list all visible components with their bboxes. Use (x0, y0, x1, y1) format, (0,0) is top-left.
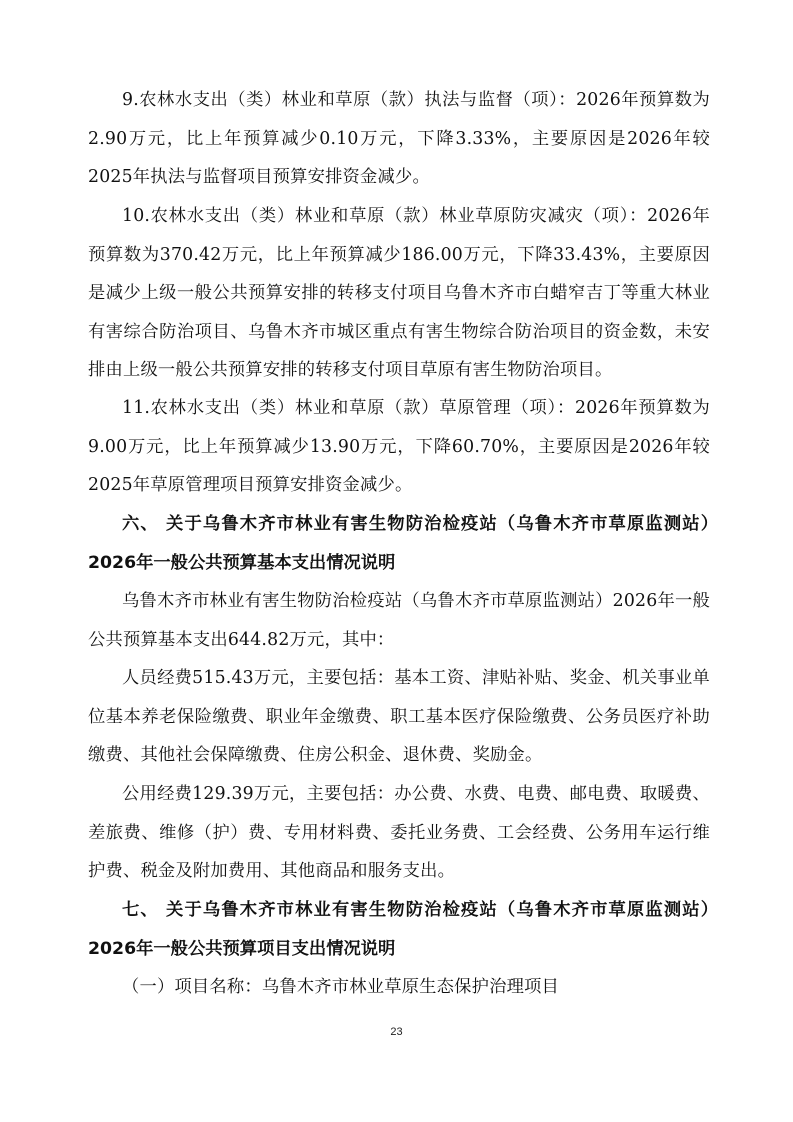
project-name-line: （一）项目名称：乌鲁木齐市林业草原生态保护治理项目 (122, 977, 560, 997)
section-heading-7: 七、 关于乌鲁木齐市林业有害生物防治检疫站（乌鲁木齐市草原监测站）2026年一般公共预算项目支出情况说明 (88, 900, 718, 959)
paragraph-item-11: 11.农林水支出（类）林业和草原（款）草原管理（项）：2026年预算数为9.00万元，比上年预算减少13.90万元，下降60.70%，主要原因是2026年较2025年草原管理项目预算安排资金减少。 (88, 398, 710, 496)
paragraph-item-9: 9.农林水支出（类）林业和草原（款）执法与监督（项）：2026年预算数为2.90万元，比上年预算减少0.10万元，下降3.33%，主要原因是2026年较2025年执法与监督项目预算安排资金减少。 (88, 90, 710, 188)
page-number: 23 (390, 1026, 403, 1038)
personnel-expenses-paragraph: 人员经费515.43万元，主要包括：基本工资、津贴补贴、奖金、机关事业单位基本养老保险缴费、职业年金缴费、职工基本医疗保险缴费、公务员医疗补助缴费、其他社会保障缴费、住房公积金、退休费、奖励金。 (88, 668, 710, 766)
paragraph-item-10: 10.农林水支出（类）林业和草原（款）林业草原防灾减灾（项）：2026年预算数为370.42万元，比上年预算减少186.00万元，下降33.43%，主要原因是减少上级一般公共预算安排的转移支付项目乌鲁木齐市白蜡窄吉丁等重大林业有害综合防治项目、乌鲁木齐市城区重点有害生物综合防治项目的资金数，未安排由上级一般公共预算安排的转移支付项目草原有害生物防治项目。 (88, 206, 710, 381)
basic-expenditure-intro: 乌鲁木齐市林业有害生物防治检疫站（乌鲁木齐市草原监测站）2026年一般公共预算基本支出644.82万元，其中： (88, 591, 710, 650)
section-heading-6: 六、 关于乌鲁木齐市林业有害生物防治检疫站（乌鲁木齐市草原监测站）2026年一般公共预算基本支出情况说明 (88, 514, 718, 573)
public-expenses-paragraph: 公用经费129.39万元，主要包括：办公费、水费、电费、邮电费、取暖费、差旅费、维修（护）费、专用材料费、委托业务费、工会经费、公务用车运行维护费、税金及附加费用、其他商品和服务支出。 (88, 784, 710, 882)
